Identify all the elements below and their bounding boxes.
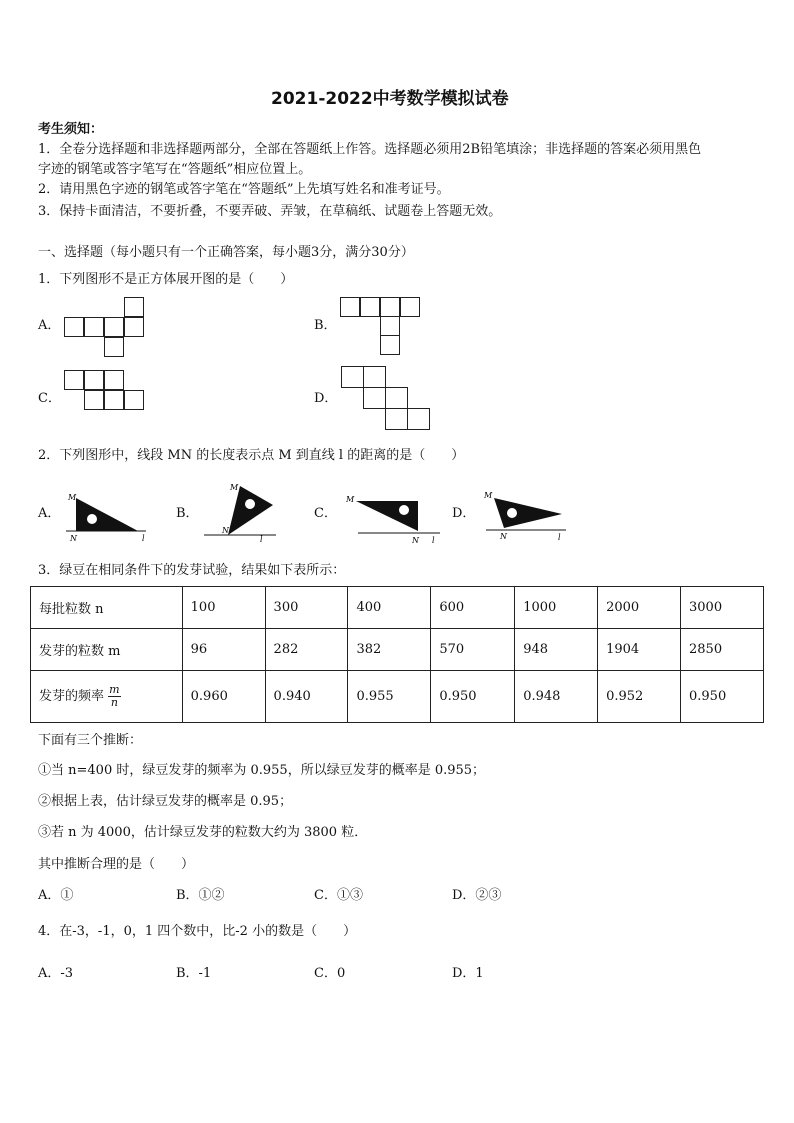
- q1-option-b-label: B．: [314, 318, 337, 333]
- q1-net-a: [64, 297, 146, 357]
- table-cell: 96: [182, 629, 265, 671]
- q3-option-c: C．①③: [314, 888, 363, 903]
- table-row: [31, 629, 764, 671]
- table-cell: 282: [265, 629, 348, 671]
- row-label-m: 发芽的粒数 m: [31, 629, 183, 671]
- q3-option-a: A．①: [38, 888, 74, 903]
- table-cell: 382: [348, 629, 431, 671]
- q4-option-d: D．1: [452, 966, 484, 981]
- q3-inference-2: ②根据上表，估计绿豆发芽的概率是 0.95；: [38, 794, 293, 809]
- q4-option-b: B．-1: [176, 966, 212, 981]
- table-cell: 3000: [681, 587, 764, 629]
- q2-option-c-label: C．: [314, 506, 337, 521]
- table-cell: 1904: [598, 629, 681, 671]
- q2-figure-a: [62, 488, 154, 544]
- q4-option-c: C．0: [314, 966, 346, 981]
- notice-line-3: 3．保持卡面清洁，不要折叠，不要弄破、弄皱，在草稿纸、试题卷上答题无效。: [38, 204, 502, 219]
- row-label-frequency: [31, 671, 183, 723]
- q2a-label-n: N: [70, 534, 77, 543]
- q1-option-d-label: D．: [314, 391, 338, 406]
- q2-stem: 2．下列图形中，线段 MN 的长度表示点 M 到直线 l 的距离的是（ ）: [38, 448, 465, 463]
- q4-option-a: A．-3: [38, 966, 74, 981]
- q2-figure-c: [340, 488, 444, 544]
- q2d-label-l: l: [558, 533, 561, 542]
- q4-stem: 4．在-3，-1，0，1 四个数中，比-2 小的数是（ ）: [38, 924, 357, 939]
- table-cell: 0.960: [182, 671, 265, 723]
- table-cell: 948: [515, 629, 598, 671]
- q2a-label-l: l: [142, 534, 145, 543]
- q3-ask: 其中推断合理的是（ ）: [38, 857, 195, 872]
- page-title: 2021-2022中考数学模拟试卷: [271, 89, 509, 109]
- q2b-label-l: l: [260, 535, 263, 544]
- table-cell: 0.955: [348, 671, 431, 723]
- q2d-label-n: N: [500, 532, 507, 541]
- table-cell: 400: [348, 587, 431, 629]
- q2a-label-m: M: [68, 493, 77, 502]
- q2b-label-m: M: [230, 483, 239, 492]
- q2b-label-n: N: [222, 526, 229, 535]
- fraction-m-over-n: [108, 684, 120, 709]
- q1-net-b: [340, 297, 422, 355]
- table-cell: 300: [265, 587, 348, 629]
- notice-line-1b: 字迹的钢笔或答字笔写在“答题纸”相应位置上。: [38, 162, 312, 177]
- q2-option-b-label: B．: [176, 506, 199, 521]
- table-cell: 2000: [598, 587, 681, 629]
- notice-line-1: 1．全卷分选择题和非选择题两部分，全部在答题纸上作答。选择题必须用2B铅笔填涂；非选择题的答案必须用黑色: [38, 142, 702, 157]
- table-row: [31, 587, 764, 629]
- table-cell: 0.940: [265, 671, 348, 723]
- q2c-label-l: l: [432, 536, 435, 544]
- q2c-label-n: N: [412, 536, 419, 544]
- q3-stem: 3．绿豆在相同条件下的发芽试验，结果如下表所示：: [38, 563, 346, 578]
- germination-table: [30, 586, 764, 723]
- q1-option-a-label: A．: [38, 318, 61, 333]
- q3-inference-intro: 下面有三个推断：: [38, 733, 143, 748]
- section-heading: 一、选择题（每小题只有一个正确答案，每小题3分，满分30分）: [38, 245, 414, 260]
- row-label-n: 每批粒数 n: [31, 587, 183, 629]
- q1-option-c-label: C．: [38, 391, 61, 406]
- q1-net-c: [64, 370, 146, 412]
- q3-inference-1: ①当 n=400 时，绿豆发芽的频率为 0.955，所以绿豆发芽的概率是 0.955；: [38, 763, 486, 778]
- notice-heading: 考生须知：: [38, 122, 104, 137]
- q1-stem: 1．下列图形不是正方体展开图的是（ ）: [38, 272, 294, 287]
- table-row: [31, 671, 764, 723]
- table-cell: 600: [431, 587, 515, 629]
- table-cell: 1000: [515, 587, 598, 629]
- table-cell: 100: [182, 587, 265, 629]
- table-cell: 0.950: [431, 671, 515, 723]
- table-cell: 570: [431, 629, 515, 671]
- fraction-numerator: m: [109, 683, 120, 696]
- q2-figure-d: [474, 484, 570, 544]
- q2d-label-m: M: [484, 491, 493, 500]
- q2-option-a-label: A．: [38, 506, 61, 521]
- q1-net-d: [341, 366, 433, 432]
- table-cell: 2850: [681, 629, 764, 671]
- q3-inference-3: ③若 n 为 4000，估计绿豆发芽的粒数大约为 3800 粒．: [38, 825, 368, 840]
- table-cell: 0.952: [598, 671, 681, 723]
- table-cell: 0.950: [681, 671, 764, 723]
- q2-figure-b: [198, 480, 282, 544]
- fraction-denominator: n: [110, 696, 118, 709]
- table-cell: 0.948: [515, 671, 598, 723]
- q2-option-d-label: D．: [452, 506, 476, 521]
- q3-option-d: D．②③: [452, 888, 502, 903]
- q3-option-b: B．①②: [176, 888, 225, 903]
- q2c-label-m: M: [346, 495, 355, 504]
- notice-line-2: 2．请用黑色字迹的钢笔或答字笔在“答题纸”上先填写姓名和准考证号。: [38, 182, 450, 197]
- frequency-label-text: 发芽的频率: [39, 689, 105, 704]
